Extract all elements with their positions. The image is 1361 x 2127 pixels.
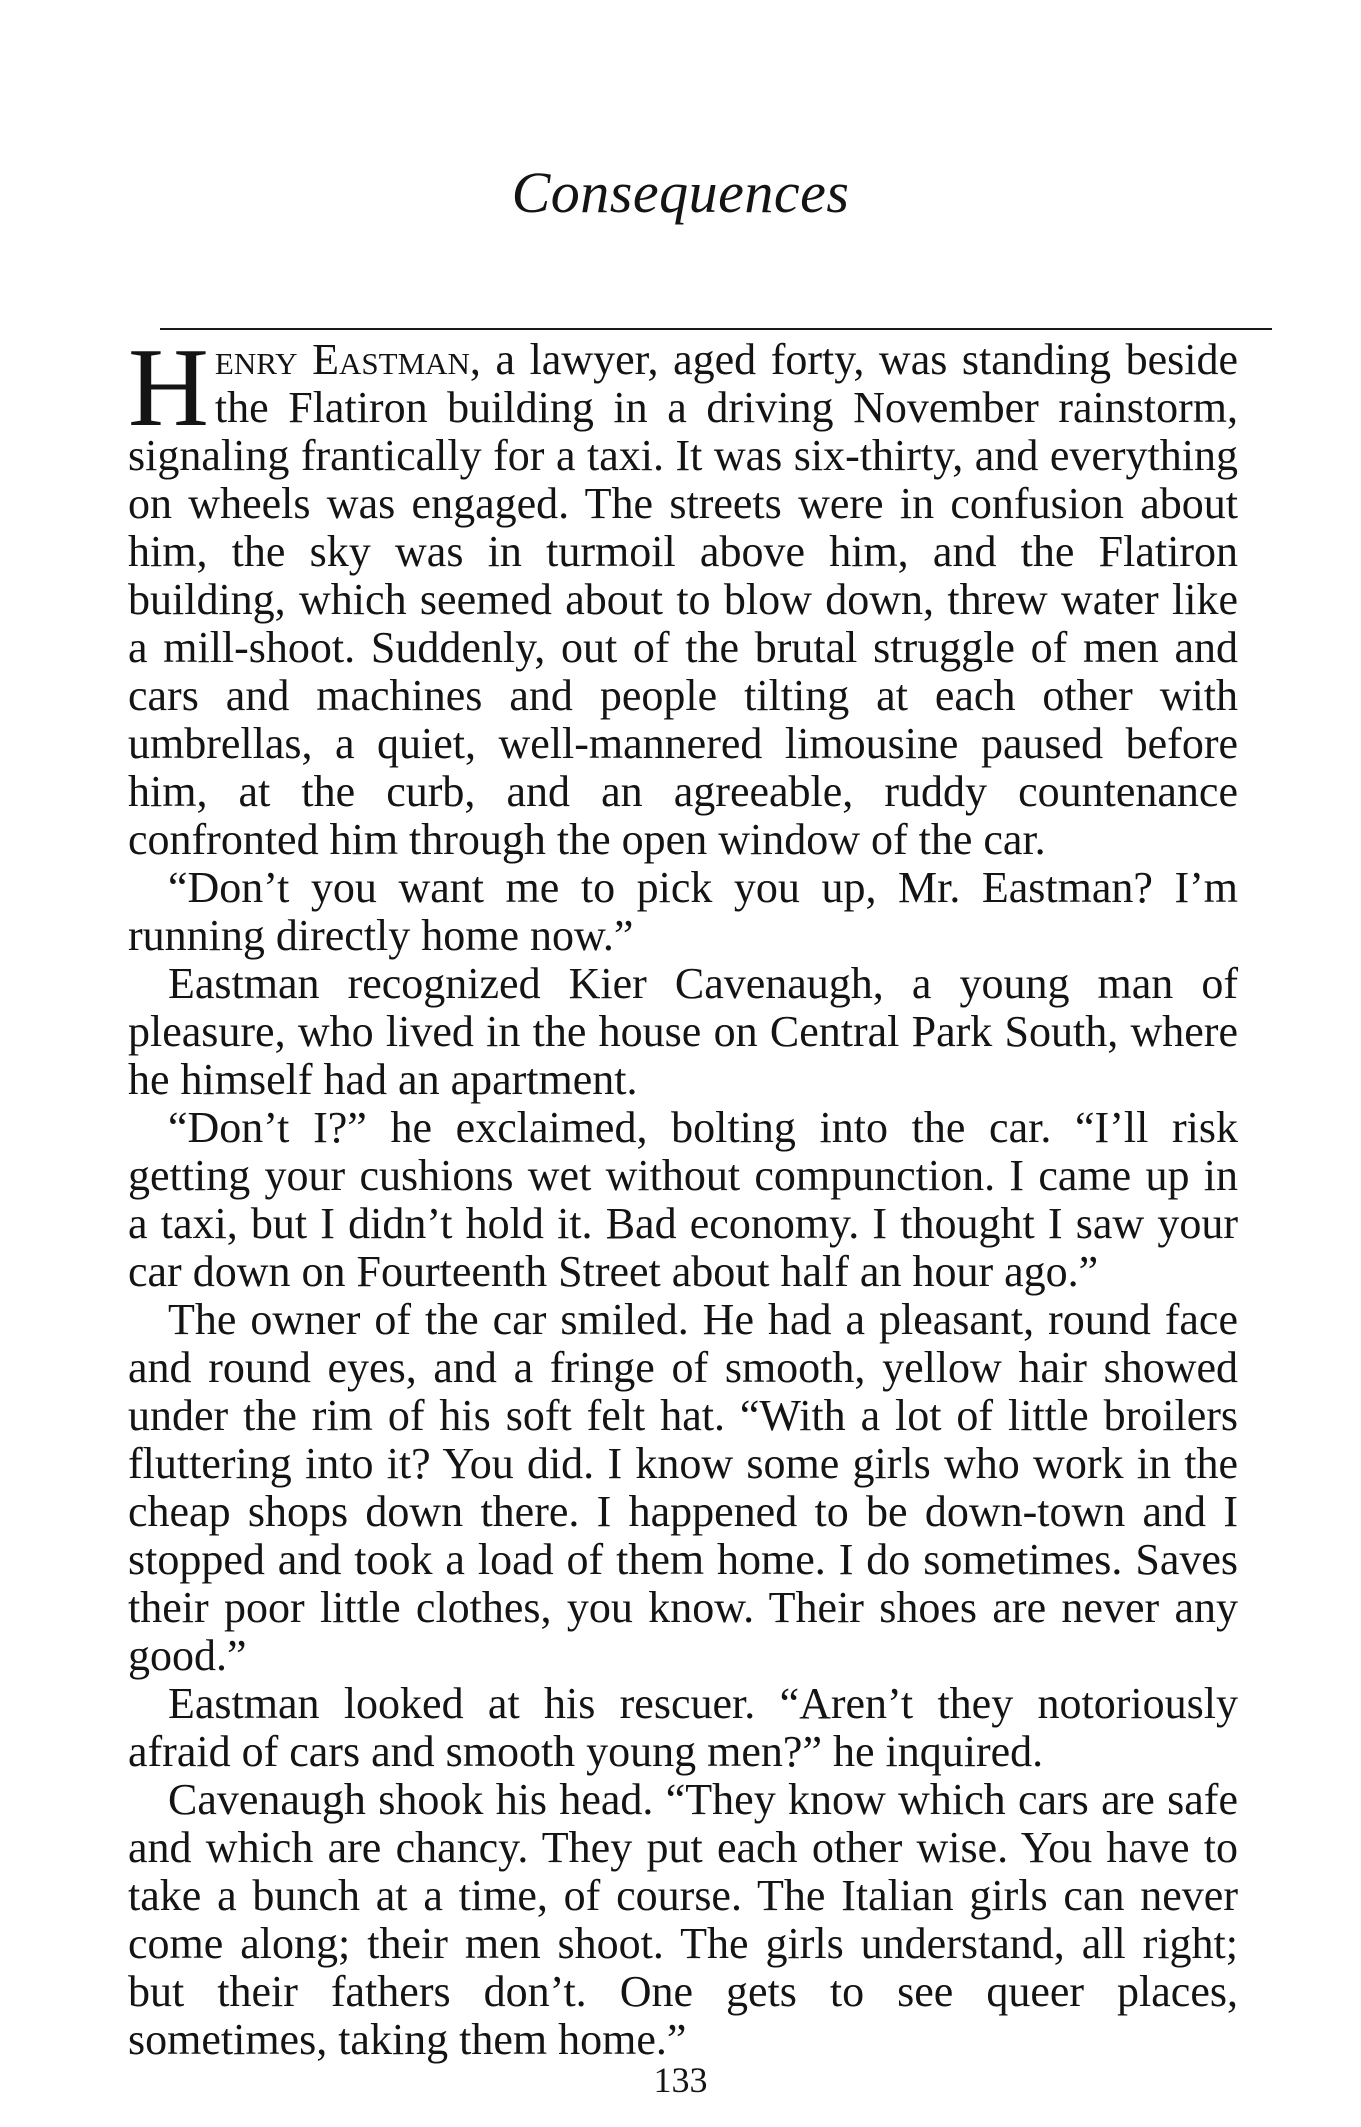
paragraph-4: “Don’t I?” he exclaimed, bolting into the car. “I’ll risk getting your cushions wet without compunction. I came up in a taxi, but I didn’t hold it. Bad economy. I thought I saw your car down on Fourteenth Street about half an hour ago.” xyxy=(128,1103,1238,1296)
paragraph-1-text: a lawyer, aged forty, was standing beside the Flatiron building in a driving November rainstorm, signaling frantically for a taxi. It was six-thirty, and everything on wheels was engaged. The streets were in confusion about him, the sky was in turmoil above him, and the Flatiron building, which seemed about to blow down, threw water like a mill-shoot. Suddenly, out of the brutal struggle of men and cars and machines and people tilting at each other with umbrellas, a quiet, well-mannered limousine paused before him, at the curb, and an agreeable, ruddy countenance confronted him through the open window of the car. xyxy=(128,335,1238,864)
title-rule xyxy=(160,328,1272,330)
page-number: 133 xyxy=(653,2060,708,2100)
paragraph-2: “Don’t you want me to pick you up, Mr. Eastman? I’m running directly home now.” xyxy=(128,863,1238,960)
paragraph-5: The owner of the car smiled. He had a pleasant, round face and round eyes, and a fringe of smooth, yellow hair showed under the rim of his soft felt hat. “With a lot of little broilers fluttering into it? You did. I know some girls who work in the cheap shops down there. I happened to be down-town and I stopped and took a load of them home. I do sometimes. Saves their poor little clothes, you know. Their shoes are never any good.” xyxy=(128,1295,1238,1680)
paragraph-7: Cavenaugh shook his head. “They know which cars are safe and which are chancy. They put each other wise. You have to take a bunch at a time, of course. The Italian girls can never come along; their men shoot. The girls understand, all right; but their fathers don’t. One gets to see queer places, sometimes, taking them home.” xyxy=(128,1775,1238,2064)
opening-small-caps: enry Eastman, xyxy=(214,335,481,384)
chapter-title: Consequences xyxy=(511,160,850,225)
paragraph-3: Eastman recognized Kier Cavenaugh, a young man of pleasure, who lived in the house on Central Park South, where he himself had an apartment. xyxy=(128,959,1238,1104)
paragraph-6: Eastman looked at his rescuer. “Aren’t they notoriously afraid of cars and smooth young men?” he inquired. xyxy=(128,1679,1238,1776)
story-text xyxy=(128,326,1238,2064)
paragraph-1 xyxy=(128,326,1238,864)
drop-cap: H xyxy=(128,326,209,450)
